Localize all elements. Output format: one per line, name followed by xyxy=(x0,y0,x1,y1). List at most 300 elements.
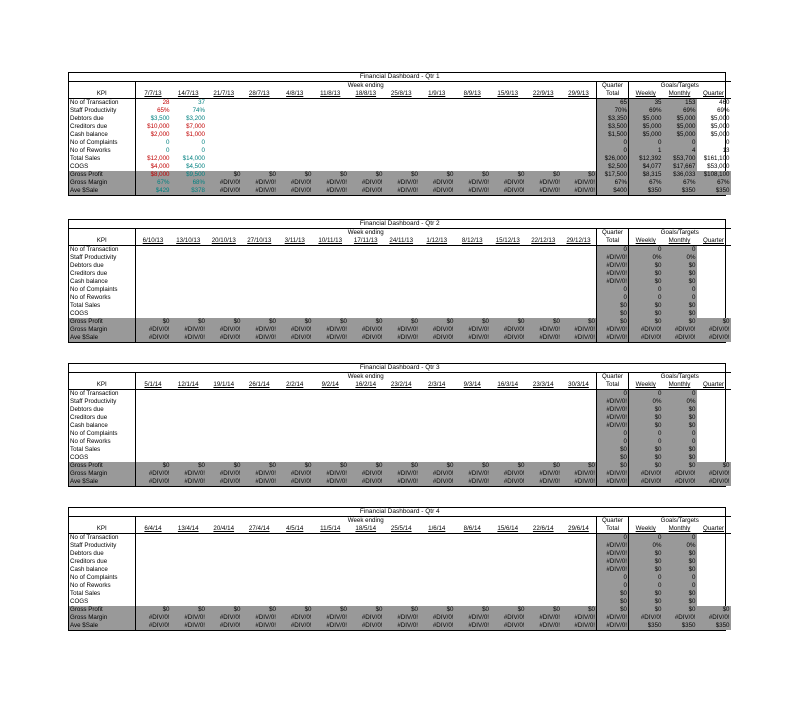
week-value xyxy=(313,566,349,574)
week-value xyxy=(526,310,562,318)
week-value: $0 xyxy=(455,318,491,326)
kpi-row xyxy=(69,390,731,399)
quarter-total: #DIV/0! xyxy=(597,262,629,270)
week-ending-label: Week ending xyxy=(135,82,597,91)
week-value xyxy=(455,262,491,270)
week-value xyxy=(277,446,313,454)
week-value xyxy=(348,414,384,422)
week-ending-label: Week ending xyxy=(135,229,597,238)
week-value xyxy=(384,574,420,582)
week-value: #DIV/0! xyxy=(171,326,207,334)
weekly-target: $0 xyxy=(629,454,663,462)
week-value xyxy=(242,582,278,590)
week-value xyxy=(206,542,242,550)
dashboard-title: Financial Dashboard - Qtr 2 xyxy=(69,220,731,229)
week-value: 0 xyxy=(201,139,205,146)
week-date: 21/7/13 xyxy=(206,90,242,99)
week-value xyxy=(526,534,562,543)
kpi-name: Gross Margin xyxy=(69,470,135,478)
week-date: 16/2/14 xyxy=(348,381,384,390)
week-value xyxy=(135,390,171,399)
week-value xyxy=(348,390,384,399)
kpi-row xyxy=(69,398,731,406)
weekly-target: 0 xyxy=(629,582,663,590)
week-date: 1/12/13 xyxy=(419,237,455,246)
week-value xyxy=(348,550,384,558)
week-value xyxy=(277,390,313,399)
week-value xyxy=(384,139,420,147)
monthly-target: $0 xyxy=(663,318,697,326)
week-value xyxy=(561,139,597,147)
week-value: #DIV/0! xyxy=(313,478,349,486)
week-value xyxy=(242,107,278,115)
week-value xyxy=(490,294,526,302)
quarter-header: Quarter xyxy=(597,517,629,526)
week-value: #DIV/0! xyxy=(171,470,207,478)
week-value xyxy=(455,422,491,430)
quarter-target: 67% xyxy=(697,179,731,187)
monthly-target: $0 xyxy=(663,590,697,598)
monthly-target: 0 xyxy=(663,534,697,543)
week-value xyxy=(277,302,313,310)
quarter-total: #DIV/0! xyxy=(597,398,629,406)
week-value xyxy=(277,246,313,255)
week-value: #DIV/0! xyxy=(348,334,384,342)
week-value xyxy=(135,422,171,430)
week-value xyxy=(455,430,491,438)
week-value xyxy=(419,262,455,270)
week-value xyxy=(561,390,597,399)
weekly-target: 1 xyxy=(629,147,663,155)
weekly-target: $0 xyxy=(629,566,663,574)
week-value: #DIV/0! xyxy=(206,478,242,486)
week-date: 30/3/14 xyxy=(561,381,597,390)
kpi-name: No of Reworks xyxy=(70,582,111,589)
week-value xyxy=(455,139,491,147)
week-value xyxy=(206,246,242,255)
week-value xyxy=(171,574,207,582)
monthly-target: 67% xyxy=(663,179,697,187)
week-value xyxy=(490,99,526,108)
monthly-target: $0 xyxy=(663,606,697,614)
monthly-target: 153 xyxy=(663,99,697,108)
week-value: #DIV/0! xyxy=(135,470,171,478)
kpi-name: No of Complaints xyxy=(70,286,118,293)
week-value xyxy=(313,131,349,139)
monthly-target: $5,000 xyxy=(663,131,697,139)
weekly-target: #DIV/0! xyxy=(629,470,663,478)
kpi-row xyxy=(69,254,731,262)
week-value xyxy=(206,155,242,163)
week-value: #DIV/0! xyxy=(490,614,526,622)
week-value xyxy=(384,590,420,598)
week-value xyxy=(561,294,597,302)
week-value: #DIV/0! xyxy=(313,622,349,630)
week-value xyxy=(561,155,597,163)
week-value xyxy=(171,254,207,262)
week-value: #DIV/0! xyxy=(171,334,207,342)
week-value xyxy=(455,534,491,543)
week-value xyxy=(419,438,455,446)
week-value xyxy=(277,454,313,462)
week-value: #DIV/0! xyxy=(206,179,242,187)
week-value xyxy=(490,422,526,430)
week-value xyxy=(561,163,597,171)
week-value xyxy=(348,310,384,318)
week-value xyxy=(277,155,313,163)
week-value xyxy=(561,446,597,454)
monthly-target: 0 xyxy=(663,390,697,399)
week-value xyxy=(561,406,597,414)
week-value xyxy=(526,278,562,286)
kpi-name: Gross Profit xyxy=(69,318,135,326)
week-value xyxy=(561,123,597,131)
week-value: $0 xyxy=(490,171,526,179)
week-value xyxy=(171,398,207,406)
week-value: #DIV/0! xyxy=(419,622,455,630)
kpi-name: Staff Productivity xyxy=(70,254,117,261)
monthly-target: #DIV/0! xyxy=(663,326,697,334)
weekly-target: $350 xyxy=(629,622,663,630)
monthly-target: 0 xyxy=(663,438,697,446)
week-value xyxy=(348,139,384,147)
week-value: #DIV/0! xyxy=(242,478,278,486)
weekly-target: $0 xyxy=(629,590,663,598)
week-value xyxy=(242,262,278,270)
quarter-target: 13 xyxy=(722,147,730,154)
week-value xyxy=(135,294,171,302)
week-value xyxy=(171,310,207,318)
week-value xyxy=(135,590,171,598)
week-value: $0 xyxy=(171,606,207,614)
week-value xyxy=(561,302,597,310)
week-value: $0 xyxy=(206,606,242,614)
week-value xyxy=(455,398,491,406)
kpi-name: No of Complaints xyxy=(70,139,118,146)
week-date: 9/3/14 xyxy=(455,381,491,390)
total-header: Total xyxy=(597,237,629,246)
weekly-target: #DIV/0! xyxy=(629,334,663,342)
week-value xyxy=(206,558,242,566)
week-value: 37 xyxy=(198,98,205,106)
week-value: #DIV/0! xyxy=(419,614,455,622)
quarter-target xyxy=(697,390,731,399)
week-value xyxy=(384,390,420,399)
week-date: 27/10/13 xyxy=(242,237,278,246)
weekly-target: $0 xyxy=(629,318,663,326)
week-value xyxy=(419,147,455,155)
week-value xyxy=(242,422,278,430)
week-value xyxy=(313,99,349,108)
week-value xyxy=(206,414,242,422)
week-value xyxy=(277,422,313,430)
kpi-row xyxy=(69,422,731,430)
week-value xyxy=(242,430,278,438)
week-value xyxy=(455,302,491,310)
weekly-target: 0 xyxy=(629,246,663,255)
weekly-target: 69% xyxy=(629,107,663,115)
week-value xyxy=(561,422,597,430)
kpi-row xyxy=(69,534,731,543)
kpi-row xyxy=(69,614,731,622)
week-value: $0 xyxy=(455,462,491,470)
week-value xyxy=(455,454,491,462)
week-value xyxy=(135,406,171,414)
quarter-target xyxy=(697,270,731,278)
monthly-target: #DIV/0! xyxy=(663,614,697,622)
week-value: #DIV/0! xyxy=(206,187,242,195)
kpi-name: Cash balance xyxy=(70,566,108,573)
week-date: 13/10/13 xyxy=(171,237,207,246)
week-value: #DIV/0! xyxy=(419,179,455,187)
week-value xyxy=(277,163,313,171)
week-value: $0 xyxy=(313,606,349,614)
kpi-name: Gross Profit xyxy=(69,606,135,614)
week-value xyxy=(348,115,384,123)
week-value xyxy=(526,115,562,123)
week-value xyxy=(206,438,242,446)
week-value xyxy=(242,406,278,414)
week-value: $12,000 xyxy=(135,155,171,163)
week-value: $1,000 xyxy=(186,131,205,138)
week-value xyxy=(171,302,207,310)
week-date: 18/8/13 xyxy=(348,90,384,99)
week-date: 2/3/14 xyxy=(419,381,455,390)
week-value: $0 xyxy=(348,606,384,614)
weekly-target: 0% xyxy=(629,542,663,550)
week-value xyxy=(419,430,455,438)
week-value xyxy=(277,123,313,131)
week-value xyxy=(206,286,242,294)
week-value xyxy=(526,286,562,294)
week-value xyxy=(561,414,597,422)
week-value xyxy=(206,406,242,414)
week-value: #DIV/0! xyxy=(171,622,207,630)
week-value xyxy=(419,446,455,454)
week-value: #DIV/0! xyxy=(455,470,491,478)
week-value xyxy=(348,107,384,115)
week-date: 12/1/14 xyxy=(171,381,207,390)
quarter-total: 0 xyxy=(597,430,629,438)
blank-cell xyxy=(69,373,135,382)
week-value: 74% xyxy=(192,107,205,114)
monthly-target: $350 xyxy=(663,622,697,630)
week-value xyxy=(277,566,313,574)
week-value xyxy=(242,286,278,294)
week-value xyxy=(419,542,455,550)
monthly-header: Monthly xyxy=(663,237,697,246)
week-value xyxy=(206,302,242,310)
week-value xyxy=(526,131,562,139)
week-value xyxy=(384,446,420,454)
week-value: $0 xyxy=(526,462,562,470)
weekly-target: 67% xyxy=(629,179,663,187)
kpi-row xyxy=(69,574,731,582)
week-value xyxy=(384,270,420,278)
week-value: 0 xyxy=(135,139,171,147)
week-value xyxy=(561,286,597,294)
week-value xyxy=(313,398,349,406)
week-value xyxy=(135,270,171,278)
kpi-name: COGS xyxy=(70,454,89,461)
monthly-target: $0 xyxy=(663,302,697,310)
week-value xyxy=(277,582,313,590)
week-value xyxy=(277,398,313,406)
quarter-goal-header: Quarter xyxy=(697,525,731,534)
week-value xyxy=(242,139,278,147)
week-value: $0 xyxy=(419,171,455,179)
week-value: #DIV/0! xyxy=(277,470,313,478)
week-value xyxy=(561,278,597,286)
week-value xyxy=(206,390,242,399)
week-value xyxy=(455,590,491,598)
quarter-target xyxy=(697,598,731,606)
week-value xyxy=(313,558,349,566)
blank-cell xyxy=(69,517,135,526)
week-value xyxy=(490,107,526,115)
quarter-total: 0 xyxy=(597,390,629,399)
quarter-goal-header: Quarter xyxy=(697,381,731,390)
week-value xyxy=(135,246,171,255)
week-value xyxy=(561,262,597,270)
week-value xyxy=(135,398,171,406)
quarter-target xyxy=(697,438,731,446)
week-date: 1/6/14 xyxy=(419,525,455,534)
weekly-target: $0 xyxy=(629,302,663,310)
week-value xyxy=(313,542,349,550)
week-date: 22/12/13 xyxy=(526,237,562,246)
week-value xyxy=(348,534,384,543)
week-value: $0 xyxy=(455,171,491,179)
quarter-total: 0 xyxy=(597,582,629,590)
week-value xyxy=(242,310,278,318)
week-value xyxy=(490,278,526,286)
week-date: 25/8/13 xyxy=(384,90,420,99)
kpi-row xyxy=(69,115,731,123)
quarter-total: #DIV/0! xyxy=(597,254,629,262)
monthly-target: $0 xyxy=(663,278,697,286)
monthly-target: #DIV/0! xyxy=(663,478,697,486)
quarter-target xyxy=(697,582,731,590)
week-value xyxy=(455,438,491,446)
week-value xyxy=(135,310,171,318)
week-value xyxy=(526,262,562,270)
week-value xyxy=(561,598,597,606)
week-value: $14,000 xyxy=(182,155,205,162)
monthly-target: #DIV/0! xyxy=(663,334,697,342)
week-value: 67% xyxy=(135,179,171,187)
week-value xyxy=(135,534,171,543)
quarter-target xyxy=(697,558,731,566)
week-value xyxy=(171,246,207,255)
weekly-header: Weekly xyxy=(629,90,663,99)
week-value xyxy=(419,155,455,163)
week-value xyxy=(171,566,207,574)
weekly-target: $8,315 xyxy=(629,171,663,179)
week-value xyxy=(419,566,455,574)
quarter-target xyxy=(697,398,731,406)
week-value xyxy=(206,163,242,171)
week-value xyxy=(526,294,562,302)
week-value: #DIV/0! xyxy=(526,470,562,478)
week-value xyxy=(277,550,313,558)
monthly-target: 0 xyxy=(663,286,697,294)
week-value xyxy=(206,310,242,318)
week-value: #DIV/0! xyxy=(277,326,313,334)
quarter-total: 67% xyxy=(597,179,629,187)
week-value: $0 xyxy=(313,462,349,470)
week-value xyxy=(277,310,313,318)
quarter-total: $400 xyxy=(597,187,629,195)
week-value: #DIV/0! xyxy=(455,478,491,486)
week-value: $0 xyxy=(526,606,562,614)
week-value xyxy=(526,139,562,147)
quarter-total: 0 xyxy=(597,139,629,147)
week-value xyxy=(384,278,420,286)
week-value xyxy=(277,406,313,414)
week-value xyxy=(490,534,526,543)
week-value xyxy=(419,131,455,139)
week-value: $0 xyxy=(135,318,171,326)
monthly-target: 0 xyxy=(663,582,697,590)
quarter-total: $3,500 xyxy=(597,123,629,131)
week-value xyxy=(526,302,562,310)
week-value xyxy=(135,582,171,590)
week-value xyxy=(313,294,349,302)
kpi-row xyxy=(69,438,731,446)
week-value: #DIV/0! xyxy=(277,187,313,195)
week-value xyxy=(348,566,384,574)
quarter-target xyxy=(697,550,731,558)
week-value xyxy=(455,582,491,590)
kpi-row xyxy=(69,147,731,155)
week-date: 9/2/14 xyxy=(313,381,349,390)
week-value xyxy=(313,454,349,462)
week-value xyxy=(490,582,526,590)
kpi-name: Cash balance xyxy=(70,422,108,429)
week-value xyxy=(313,406,349,414)
monthly-target: 0 xyxy=(663,246,697,255)
week-date: 20/10/13 xyxy=(206,237,242,246)
quarter-total: #DIV/0! xyxy=(597,566,629,574)
monthly-header: Monthly xyxy=(663,90,697,99)
kpi-name: Ave $Sale xyxy=(69,187,135,195)
weekly-target: $0 xyxy=(629,310,663,318)
week-value xyxy=(348,123,384,131)
kpi-row xyxy=(69,131,731,139)
monthly-target: 4 xyxy=(663,147,697,155)
kpi-header: KPI xyxy=(69,525,135,534)
quarter-total: #DIV/0! xyxy=(597,478,629,486)
week-value xyxy=(206,262,242,270)
week-value xyxy=(561,534,597,543)
week-value xyxy=(384,398,420,406)
quarter-total: #DIV/0! xyxy=(597,334,629,342)
week-value xyxy=(526,430,562,438)
quarter-total: $0 xyxy=(597,318,629,326)
week-value xyxy=(348,286,384,294)
week-value xyxy=(526,254,562,262)
week-value: $0 xyxy=(206,318,242,326)
kpi-name: No of Reworks xyxy=(70,438,111,445)
week-value xyxy=(171,390,207,399)
kpi-name: Debtors due xyxy=(70,550,104,557)
week-value xyxy=(348,147,384,155)
quarter-target: $108,100 xyxy=(697,171,731,179)
monthly-target: $0 xyxy=(663,462,697,470)
kpi-row xyxy=(69,582,731,590)
kpi-name: Total Sales xyxy=(70,302,101,309)
